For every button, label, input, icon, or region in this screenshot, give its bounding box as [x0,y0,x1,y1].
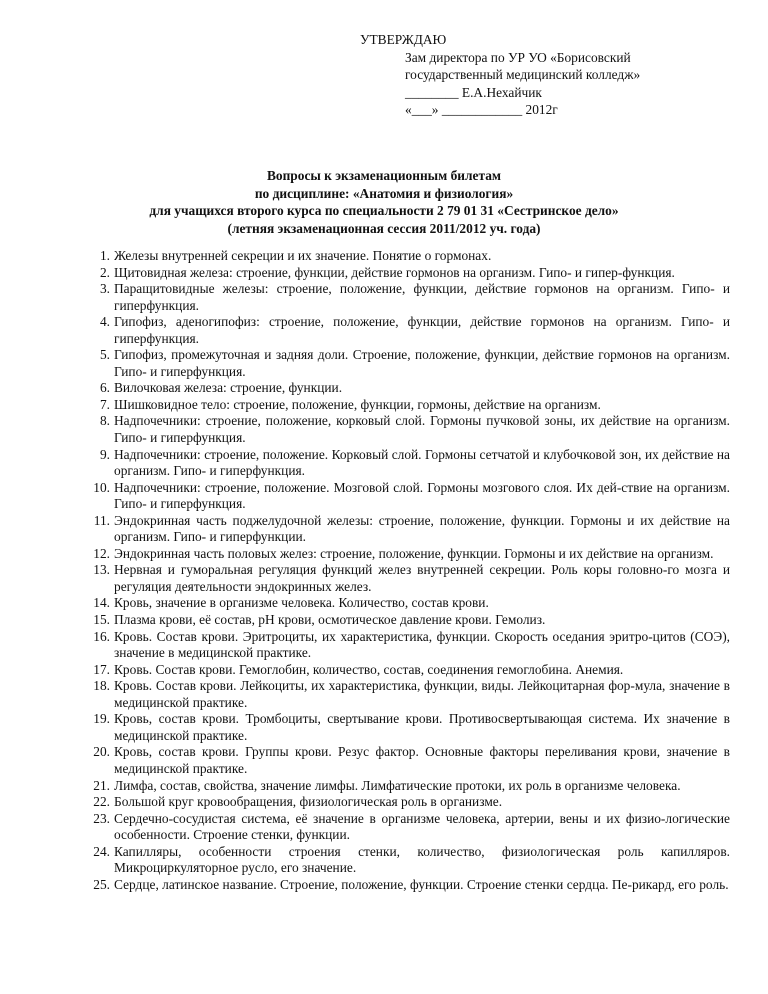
question-text: Эндокринная часть половых желез: строение, положение, функции. Гормоны и их действие на организм. [114,545,714,561]
question-item [90,678,730,711]
approval-position-line: Зам директора по УР УО «Борисовский [405,49,631,65]
question-item [90,711,730,744]
title-line-4: (летняя экзаменационная сессия 2011/2012 уч. года) [227,220,541,236]
question-item [90,480,730,513]
question-text: Гипофиз, аденогипофиз: строение, положение, функции, действие гормонов на организм. Гипо- и гиперфункция. [114,314,730,346]
question-text: Сердечно-сосудистая система, её значение в организме человека, артерии, вены и их физио-логические особенности. Строение стенки, функции. [114,810,730,843]
question-text: Нервная и гуморальная регуляция функций желез внутренней секреции. Роль коры головно-го мозга и регуляция деятельности эндокринных желез. [114,562,730,594]
question-item [90,513,730,546]
approval-signature-line: ________ Е.А.Нехайчик [405,84,542,100]
question-text: Большой круг кровообращения, физиологическая роль в организме. [114,794,503,810]
question-number: 25. [93,876,110,892]
question-number: 11. [93,512,110,528]
question-number: 20. [93,744,110,760]
question-text: Надпочечники: строение, положение, корковый слой. Гормоны пучковой зоны, их действие на организм. Гипо- и гиперфункция. [114,413,730,446]
question-item [90,877,730,894]
approval-heading: УТВЕРЖДАЮ [360,32,447,47]
question-text: Кровь, состав крови. Тромбоциты, свертывание крови. Противосвертывающая система. Их значение в медицинской практике. [114,711,730,743]
question-number: 7. [99,396,110,412]
question-number: 13. [93,562,110,578]
document-title [0,167,768,237]
question-text: Железы внутренней секреции и их значение. Понятие о гормонах. [114,248,492,263]
question-text: Паращитовидные железы: строение, положение, функции, действие гормонов на организм. Гипо- и гиперфункция. [114,281,730,313]
question-number: 6. [99,380,110,396]
question-number: 15. [93,612,110,628]
question-text: Кровь, состав крови. Группы крови. Резус фактор. Основные факторы переливания крови, значение в медицинской практике. [114,744,730,776]
question-text: Кровь. Состав крови. Гемоглобин, количество, состав, соединения гемоглобина. Анемия. [114,661,624,677]
question-text: Надпочечники: строение, положение. Мозговой слой. Гормоны мозгового слоя. Их дей-ствие на организм. Гипо- и гиперфункция. [114,479,730,512]
question-item [90,447,730,480]
question-item [90,265,730,282]
question-number: 18. [93,678,110,694]
question-number: 5. [99,347,110,363]
question-item [90,314,730,347]
approval-college-line: государственный медицинский колледж» [405,67,641,82]
question-item [90,778,730,795]
question-text: Сердце, латинское название. Строение, положение, функции. Строение стенки сердца. Пе-рикард, его роль. [114,876,729,892]
question-number: 3. [99,281,110,297]
question-number: 2. [99,264,110,280]
question-text: Лимфа, состав, свойства, значение лимфы. Лимфатические протоки, их роль в организме человека. [114,777,681,793]
question-item [90,347,730,380]
question-text: Надпочечники: строение, положение. Корковый слой. Гормоны сетчатой и клубочковой зон, их действие на организм. Гипо- и гиперфункция. [114,446,730,479]
question-number: 23. [93,810,110,826]
question-text: Кровь. Состав крови. Эритроциты, их характеристика, функции. Скорость оседания эритро-цитов (СОЭ), значение в медицинской практике. [114,628,730,661]
question-item [90,595,730,612]
question-item [90,811,730,844]
question-text: Эндокринная часть поджелудочной железы: строение, положение, функции. Гормоны и их действие на организм. Гипо- и гиперфункции. [114,512,730,545]
question-text: Гипофиз, промежуточная и задняя доли. Строение, положение, функции, действие гормонов на организм. Гипо- и гиперфункция. [114,347,730,379]
question-number: 8. [99,413,110,429]
question-number: 14. [93,595,110,611]
question-number: 16. [93,628,110,644]
question-item [90,629,730,662]
title-line-2: по дисциплине: «Анатомия и физиология» [254,185,514,201]
question-item [90,546,730,563]
question-number: 22. [93,794,110,810]
question-number: 4. [99,314,110,330]
question-item [90,380,730,397]
title-line-1: Вопросы к экзаменационным билетам [266,168,502,183]
approval-date-line: «___» ____________ 2012г [405,102,558,117]
question-number: 10. [93,479,110,495]
question-item [90,397,730,414]
question-text: Кровь, значение в организме человека. Количество, состав крови. [114,595,489,611]
question-text: Кровь. Состав крови. Лейкоциты, их характеристика, функции, виды. Лейкоцитарная фор-мула, значение в медицинской практике. [114,678,730,710]
question-item [90,248,730,265]
question-item [90,662,730,679]
question-text: Плазма крови, её состав, pH крови, осмотическое давление крови. Гемолиз. [114,612,546,628]
question-text: Щитовидная железа: строение, функции, действие гормонов на организм. Гипо- и гипер-функция. [114,264,675,280]
question-number: 21. [93,777,110,793]
question-text: Шишковидное тело: строение, положение, функции, гормоны, действие на организм. [114,396,601,412]
question-item [90,612,730,629]
question-item [90,562,730,595]
question-number: 24. [93,843,110,859]
questions-list [90,248,730,893]
question-item [90,413,730,446]
question-item [90,794,730,811]
question-item [90,844,730,877]
question-item [90,281,730,314]
question-number: 17. [93,661,110,677]
question-number: 1. [99,248,110,263]
question-number: 12. [93,545,110,561]
approval-block [360,31,700,119]
question-text: Вилочковая железа: строение, функции. [114,380,343,396]
question-item [90,744,730,777]
title-line-3: для учащихся второго курса по специальности 2 79 01 31 «Сестринское дело» [149,203,619,219]
question-number: 19. [93,711,110,727]
question-number: 9. [99,446,110,462]
question-text: Капилляры, особенности строения стенки, количество, физиологическая роль капилляров. Микроциркуляторное русло, его значение. [114,843,730,876]
